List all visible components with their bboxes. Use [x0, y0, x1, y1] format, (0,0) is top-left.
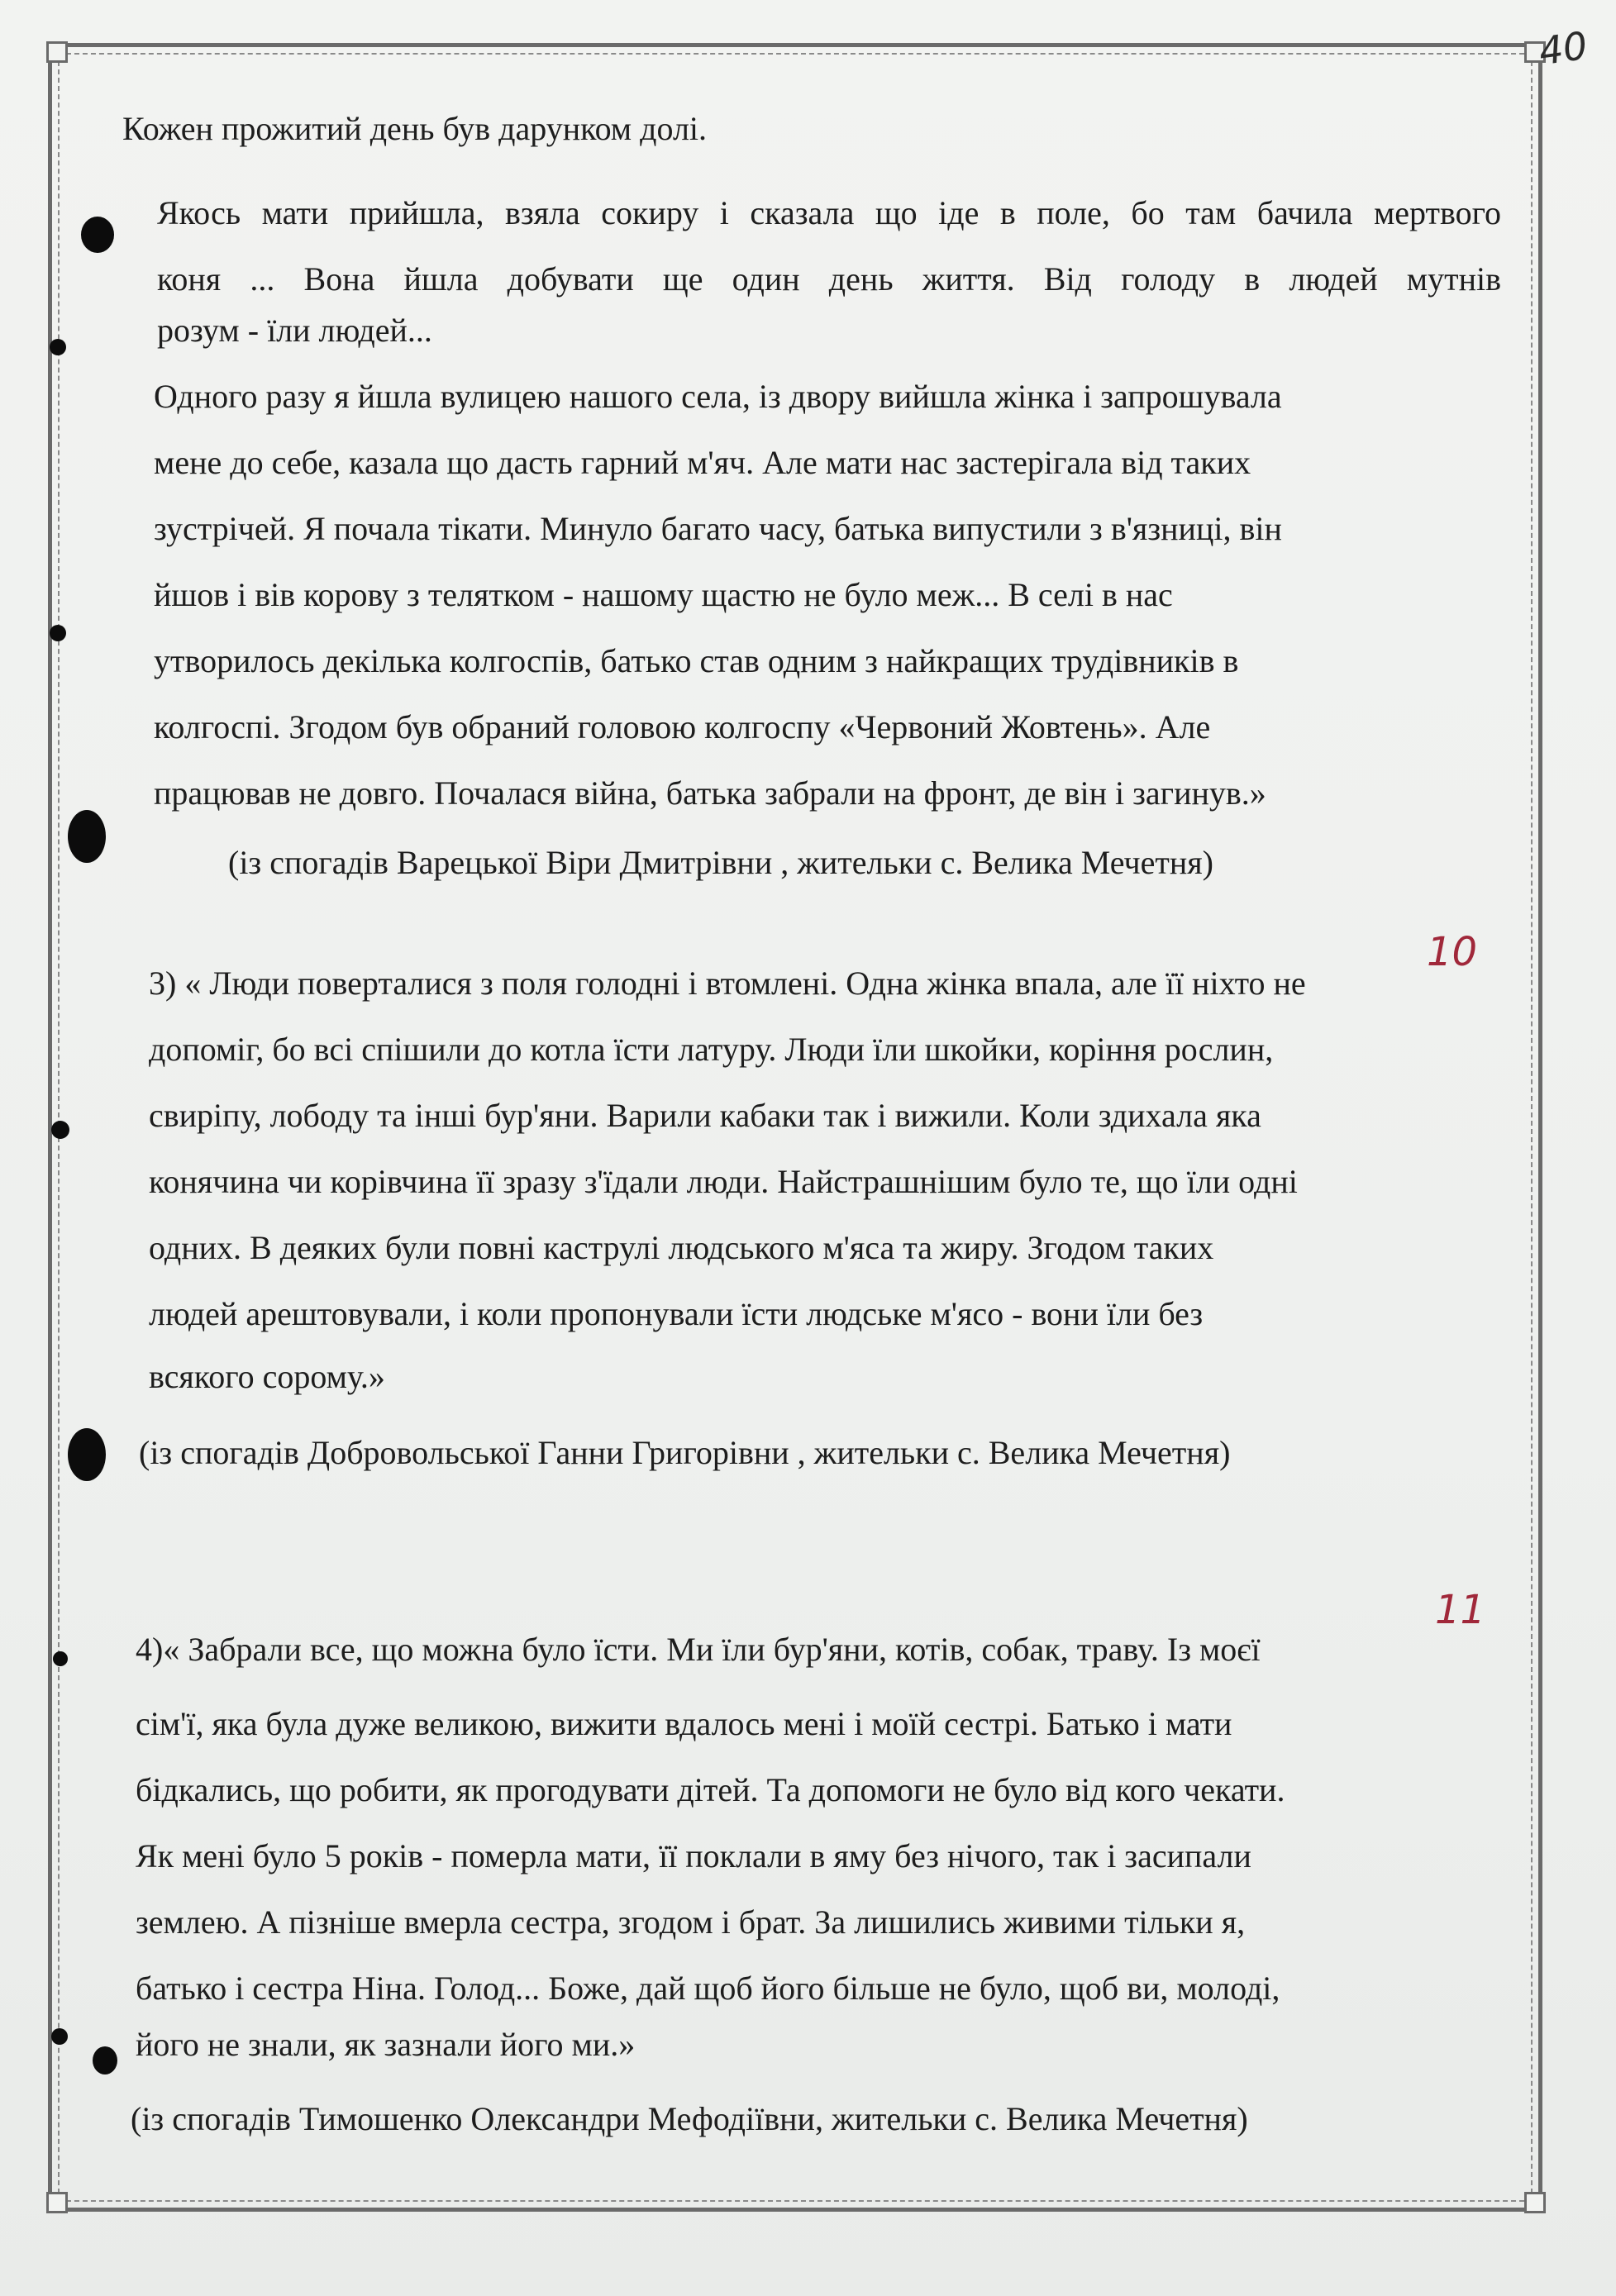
punch-hole	[68, 1428, 106, 1481]
paragraph-line: розум - їли людей...	[157, 312, 432, 349]
paragraph-line: колгоспі. Згодом був обраний головою колгоспу «Червоний Жовтень». Але	[154, 708, 1211, 745]
paragraph-line: Якось мати прийшла, взяла сокиру і сказала що іде в поле, бо там бачила мертвого	[157, 194, 1501, 231]
page-number: 40	[1536, 22, 1590, 74]
frame-corner	[46, 2192, 68, 2213]
paragraph-line: конячина чи корівчина її зразу з'їдали люди. Найстрашнішим було те, що їли одні	[149, 1163, 1298, 1200]
paragraph-line: утворилось декілька колгоспів, батько став одним з найкращих трудівників в	[154, 642, 1239, 679]
punch-hole	[50, 625, 66, 641]
punch-hole	[68, 810, 106, 863]
paragraph-line: Кожен прожитий день був дарунком долі.	[122, 110, 708, 147]
paragraph-line: його не знали, як зазнали його ми.»	[136, 2026, 636, 2063]
paragraph-line: одних. В деяких були повні каструлі людського м'яса та жиру. Згодом таких	[149, 1229, 1214, 1266]
frame-corner	[1524, 2192, 1546, 2213]
paragraph-line: 3) « Люди поверталися з поля голодні і втомлені. Одна жінка впала, але її ніхто не	[149, 965, 1306, 1002]
paragraph-line: всякого сорому.»	[149, 1358, 385, 1395]
handwritten-mark: 10	[1427, 929, 1478, 975]
paragraph-line: йшов і вів корову з телятком - нашому щастю не було меж... В селі в нас	[154, 576, 1173, 613]
punch-hole	[81, 217, 114, 253]
paragraph-line: сім'ї, яка була дуже великою, вижити вдалось мені і моїй сестрі. Батько і мати	[136, 1705, 1232, 1742]
paragraph-line: свиріпу, лободу та інші бур'яни. Варили кабаки так і вижили. Коли здихала яка	[149, 1097, 1261, 1134]
paragraph-line: Одного разу я йшла вулицею нашого села, із двору вийшла жінка і запрошувала	[154, 378, 1282, 415]
handwritten-mark: 11	[1435, 1587, 1486, 1633]
punch-hole	[51, 1121, 69, 1139]
paragraph-line: людей арештовували, і коли пропонували їсти людське м'ясо - вони їли без	[149, 1295, 1204, 1332]
source-citation: (із спогадів Тимошенко Олександри Мефодіївни, жительки с. Велика Мечетня)	[131, 2100, 1248, 2137]
paragraph-line: батько і сестра Ніна. Голод... Боже, дай щоб його більше не було, щоб ви, молоді,	[136, 1970, 1280, 2007]
source-citation: (із спогадів Добровольської Ганни Григорівни , жительки с. Велика Мечетня)	[139, 1434, 1231, 1471]
punch-hole	[50, 339, 66, 355]
punch-hole	[93, 2046, 117, 2074]
paragraph-line: 4)« Забрали все, що можна було їсти. Ми їли бур'яни, котів, собак, траву. Із моєї	[136, 1631, 1261, 1668]
punch-hole	[53, 1651, 68, 1666]
paragraph-line: землею. А пізніше вмерла сестра, згодом і брат. За лишились живими тільки я,	[136, 1903, 1246, 1941]
paragraph-line: Як мені було 5 років - померла мати, її поклали в яму без нічого, так і засипали	[136, 1837, 1251, 1874]
frame-corner	[46, 41, 68, 63]
paragraph-line: бідкались, що робити, як прогодувати дітей. Та допомоги не було від кого чекати.	[136, 1771, 1285, 1808]
paragraph-line: коня ... Вона йшла добувати ще один день життя. Від голоду в людей мутнів	[157, 260, 1501, 298]
paragraph-line: допоміг, бо всі спішили до котла їсти латуру. Люди їли шкойки, коріння рослин,	[149, 1031, 1274, 1068]
paragraph-line: зустрічей. Я почала тікати. Минуло багато часу, батька випустили з в'язниці, він	[154, 510, 1282, 547]
source-citation: (із спогадів Варецької Віри Дмитрівни , жительки с. Велика Мечетня)	[228, 844, 1213, 881]
paragraph-line: працював не довго. Почалася війна, батька забрали на фронт, де він і загинув.»	[154, 774, 1266, 812]
punch-hole	[51, 2028, 68, 2045]
paragraph-line: мене до себе, казала що дасть гарний м'яч. Але мати нас застерігала від таких	[154, 444, 1251, 481]
